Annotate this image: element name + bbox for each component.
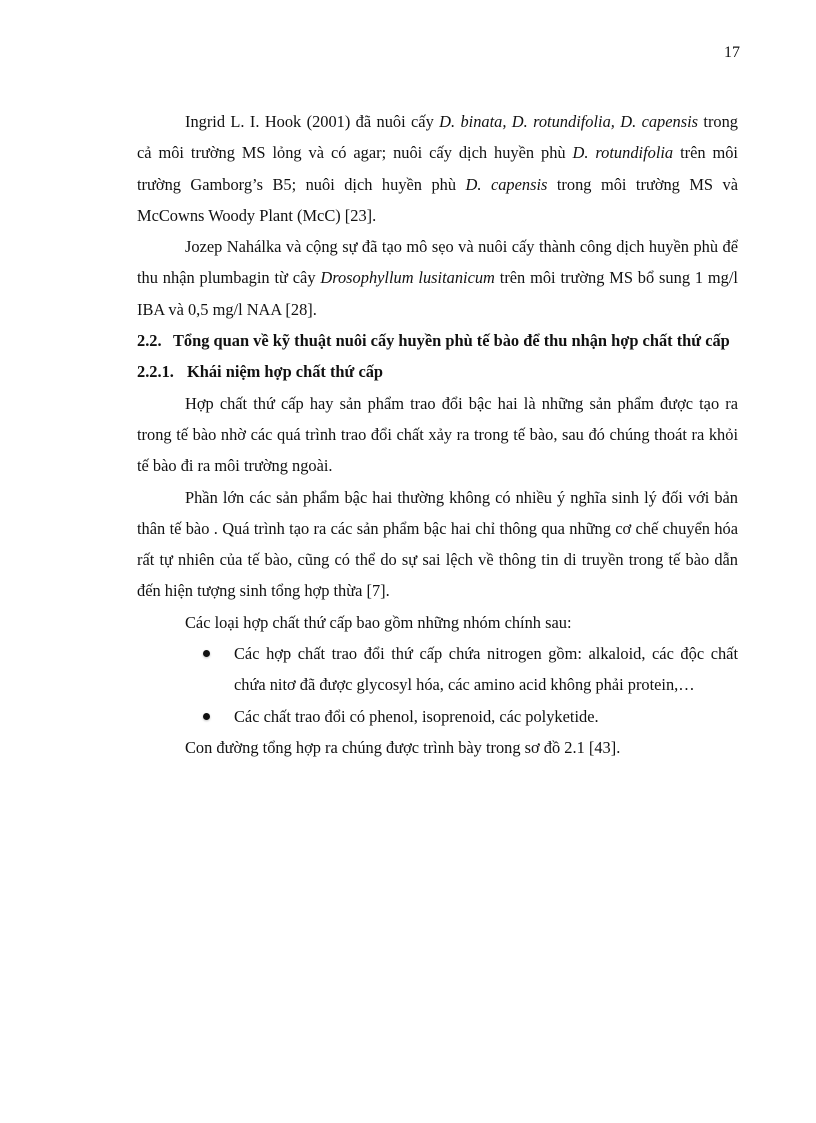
text-run: Jozep Nahálka và cộng sự đã tạo mô sẹo và nuôi cấy thành công dịch huyền phù để thu nhận plumbagin từ cây [137,237,738,288]
list-item-text: Các chất trao đổi có phenol, isoprenoid, các polyketide. [234,706,599,726]
species-name: D. rotundifolia [572,143,674,163]
species-name: D. capensis [465,174,548,194]
section-number: 2.2. [137,331,162,351]
section-heading-2-2-1 [137,356,738,387]
section-title: Tổng quan về kỹ thuật nuôi cấy huyền phù tế bào để thu nhận hợp chất thứ cấp [173,331,730,351]
page-number: 17 [724,44,740,61]
species-name: D. binata, D. rotundifolia, D. capensis [439,112,699,131]
text-run: trong cả môi trường MS lỏng và có agar; nuôi cấy dịch huyền phù [137,112,738,163]
species-name: Drosophyllum lusitanicum [320,268,495,288]
list-item [203,638,738,701]
bullet-list [137,638,738,732]
paragraph-pathway: Con đường tổng hợp ra chúng được trình bày trong sơ đồ 2.1 [43]. [185,737,621,757]
page-content [137,106,738,763]
section-title: Khái niệm hợp chất thứ cấp [187,362,384,382]
bullet-dot-icon [203,650,210,657]
text-run: trên môi trường Gamborg’s B5; nuôi dịch huyền phù [137,143,738,194]
paragraph-hook-2001 [137,106,738,231]
section-heading-2-2 [137,325,738,356]
paragraph-definition: Hợp chất thứ cấp hay sản phẩm trao đổi bậc hai là những sản phẩm được tạo ra trong tế bào nhờ các quá trình trao đổi chất xảy ra trong tế bào, sau đó chúng thoát ra khỏi tế bào đi ra môi trường ngoài. [137,393,738,476]
bullet-dot-icon [203,713,210,720]
list-item [203,701,738,732]
text-run: Ingrid L. I. Hook (2001) đã nuôi cấy [185,112,440,131]
text-run: trên môi trường MS bổ sung 1 mg/l IBA và 0,5 mg/l NAA [28]. [137,268,738,319]
paragraph-secondary-products: Phần lớn các sản phẩm bậc hai thường không có nhiều ý nghĩa sinh lý đối với bản thân tế bào . Quá trình tạo ra các sản phẩm bậc hai chỉ thông qua những cơ chế chuyển hóa rất tự nhiên của tế bào, cũng có thể do sự sai lệch về thông tin di truyền trong tế bào dẫn đến hiện tượng sinh tổng hợp thừa [7]. [137,487,738,601]
text-run: trong môi trường MS và McCowns Woody Plant (McC) [23]. [137,174,738,225]
paragraph-groups-intro: Các loại hợp chất thứ cấp bao gồm những nhóm chính sau: [185,612,572,632]
section-number: 2.2.1. [137,362,174,382]
list-item-text: Các hợp chất trao đổi thứ cấp chứa nitrogen gồm: alkaloid, các độc chất chứa nitơ đã được glycosyl hóa, các amino acid không phải protein,… [234,644,738,695]
paragraph-nahalka [137,231,738,325]
